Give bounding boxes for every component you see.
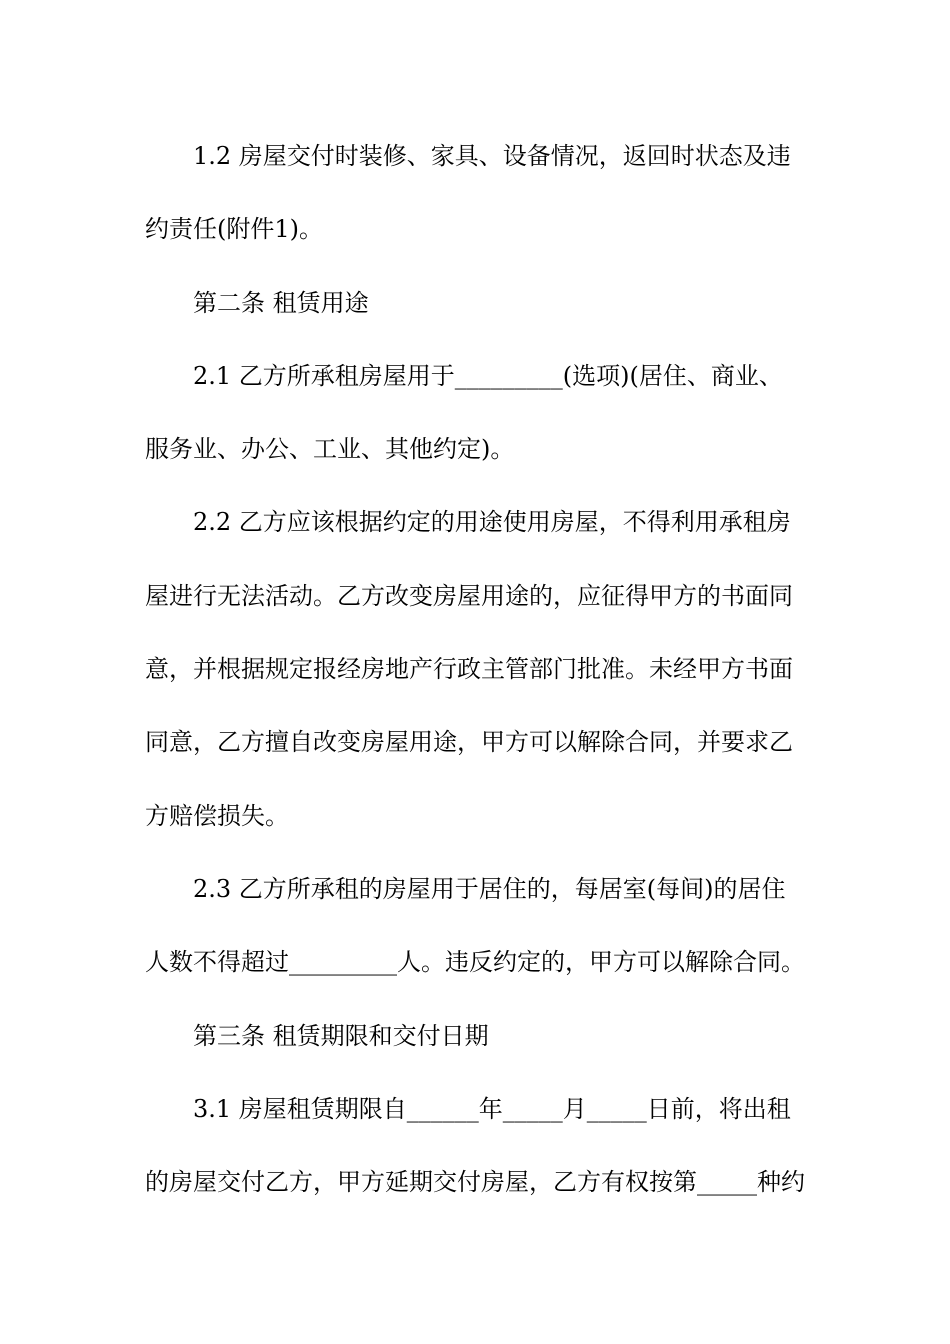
paragraph-2-1-line-2: 服务业、办公、工业、其他约定)。 — [145, 435, 515, 464]
article-2-heading: 第二条 租赁用途 — [193, 288, 369, 317]
paragraph-2-3-line-2: 人数不得超过_________人。违反约定的，甲方可以解除合同。 — [145, 948, 805, 977]
paragraph-2-2-line-3: 意，并根据规定报经房地产行政主管部门批准。未经甲方书面 — [145, 655, 793, 684]
paragraph-1-2-line-2: 约责任(附件1)。 — [145, 215, 323, 244]
article-3-heading: 第三条 租赁期限和交付日期 — [193, 1021, 489, 1050]
paragraph-2-2-line-2: 屋进行无法活动。乙方改变房屋用途的，应征得甲方的书面同 — [145, 581, 793, 610]
paragraph-2-2-line-4: 同意，乙方擅自改变房屋用途，甲方可以解除合同，并要求乙 — [145, 728, 793, 757]
paragraph-3-1-line-2: 的房屋交付乙方，甲方延期交付房屋，乙方有权按第_____种约 — [145, 1168, 805, 1197]
paragraph-2-3-line-1: 2.3 乙方所承租的房屋用于居住的，每居室(每间)的居住 — [193, 874, 786, 903]
paragraph-1-2-line-1: 1.2 房屋交付时装修、家具、设备情况，返回时状态及违 — [193, 142, 791, 170]
paragraph-3-1-line-1: 3.1 房屋租赁期限自______年_____月_____日前，将出租 — [193, 1094, 791, 1123]
paragraph-2-2-line-5: 方赔偿损失。 — [145, 801, 289, 830]
document-page — [145, 136, 807, 1235]
paragraph-2-2-line-1: 2.2 乙方应该根据约定的用途使用房屋，不得利用承租房 — [193, 508, 791, 537]
paragraph-2-1-line-1: 2.1 乙方所承租房屋用于_________(选项)(居住、商业、 — [193, 361, 783, 390]
